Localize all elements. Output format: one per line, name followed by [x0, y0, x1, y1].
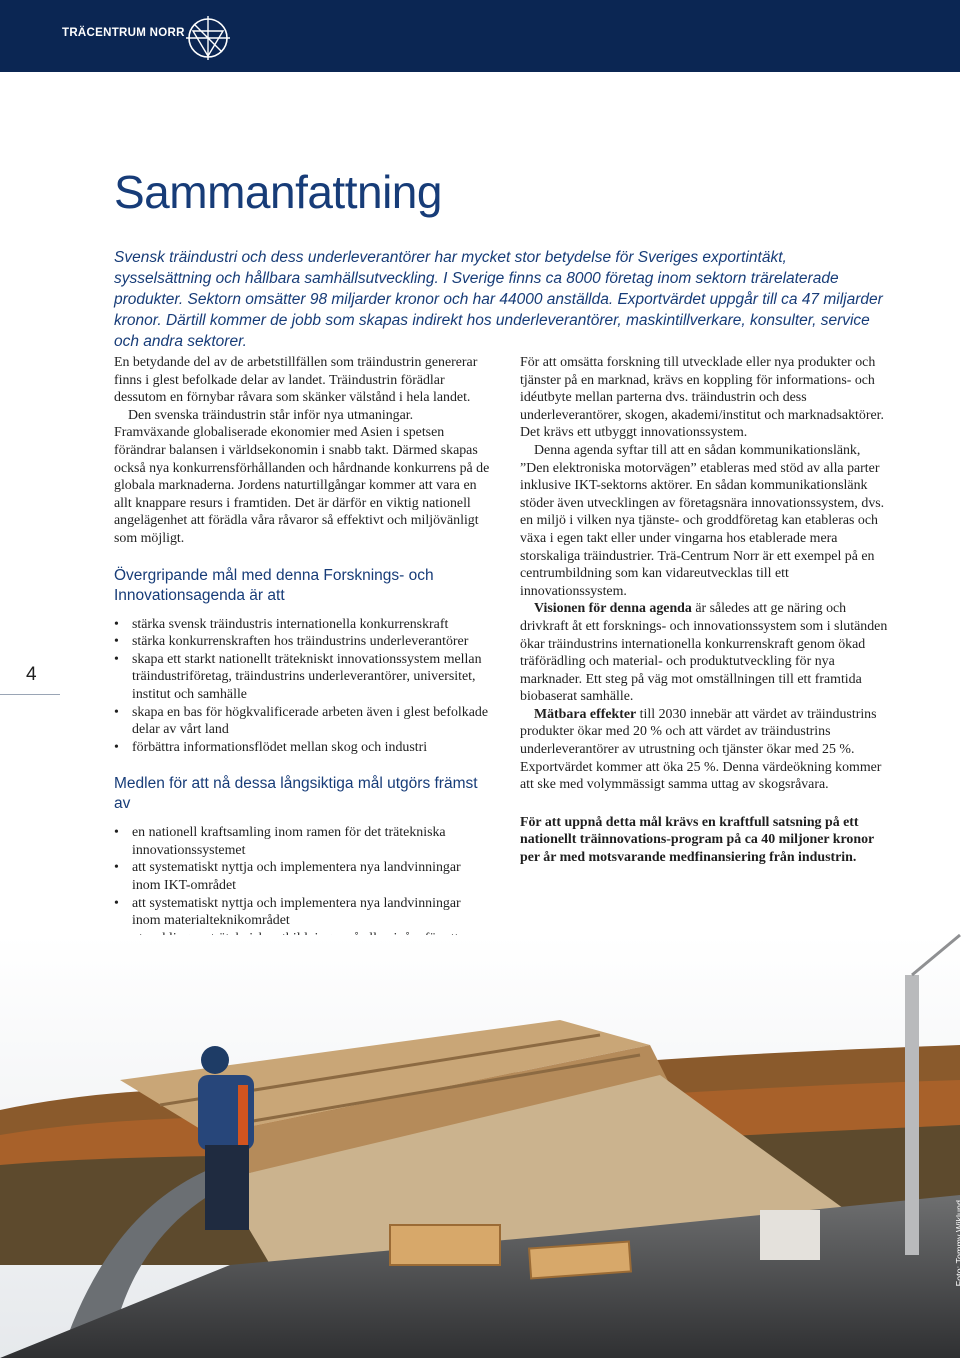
page-number: 4 [26, 664, 37, 685]
left-paragraph-1: En betydande del av de arbetstillfällen som träindustrin genererar finns i glest befolkade delar av landet. Träindustrin förädlar dessutom en förnybar råvara som skänker välstånd i hela landet. [114, 355, 478, 406]
construction-photo [0, 935, 960, 1358]
page-title: Sammanfattning [114, 166, 442, 218]
vision-text: är således att ge näring och drivkraft åt ett forsknings- och innovationssystem som i slutänden ökar träindustrins internationella konkurrenskraft genom ökad träförädling och material- och produktutveckling för nya marknader. Ett steg på väg mot omställningen till ett framtida biobaserat samhälle. [520, 601, 888, 705]
photo-credit: Foto: Tommy Wiklund [954, 1200, 964, 1287]
goals-heading: Övergripande mål med denna Forsknings- och Innovationsagenda är att [114, 566, 434, 604]
right-paragraph-2: Denna agenda syftar till att en sådan kommunikationslänk, ”Den elektroniska motorvägen” etableras med stöd av alla parter inklusive IKT-sektorns aktörer. En sådan kommunikationslänk stöder även utvecklingen av företagsnära innovationssystem, dvs. en miljö i vilken nya tjänste- och groddföretag kan etableras och växa i egen takt eller under vingarna hos etablerade mera storskaliga träindustrier. Trä-Centrum Norr är ett exempel på en centrumbildning som kan vidareutvecklas till ett innovationssystem. [520, 442, 885, 599]
effects-lead: Mätbara effekter [534, 706, 637, 722]
intro-paragraph: Svensk träindustri och dess underleverantörer har mycket stor betydelse för Sveriges exportintäkt, sysselsättning och hållbara samhällsutveckling. I Sverige finns ca 8000 företag inom sektorn trärelaterade produkter. Sektorn omsätter 98 miljarder kronor och har 44000 anställda. Exportvärdet uppgår till ca 47 miljarder kronor. Därtill kommer de jobb som skapas indirekt hos underleverantörer, maskintillverkare, konsulter, service och andra sektorer. [114, 249, 883, 350]
page-number-rule [0, 694, 60, 695]
conclusion-paragraph: För att uppnå detta mål krävs en kraftfull satsning på ett nationellt träinnovations-program på ca 40 miljoner kronor per år med motsvarande medfinansiering från industrin. [520, 814, 874, 866]
effects-paragraph [520, 706, 890, 794]
list-item: • skapa ett starkt nationellt trätekniskt innovationssystem mellan träindustriföretag, träindustrins underleverantörer, universitet, institut och samhälle [114, 651, 492, 704]
list-item: • förbättra informationsflödet mellan skog och industri [114, 739, 492, 757]
left-paragraph-2: Den svenska träindustrin står inför nya utmaningar. Framväxande globaliserade ekonomier med Asien i spetsen förändrar balansen i världsekonomin i snabb takt. Därmed skapas också nya konkurrensförhållanden och hårdnande konkurrens på de globala marknaderna. Jordens naturtillgångar kommer att vara en allt knappare resurs i framtiden. Det är därför en viktig nationell angelägenhet att förädla våra råvaror så effektivt och miljövänligt som möjligt. [114, 407, 490, 546]
list-item: • att systematiskt nyttja och implementera nya landvinningar inom materialteknikområdet [114, 895, 492, 930]
brand-name: TRÄCENTRUM NORR [62, 27, 185, 39]
vision-lead: Visionen för denna agenda [534, 601, 692, 617]
right-paragraph-1: För att omsätta forskning till utvecklade eller nya produkter och tjänster på en marknad, krävs en koppling för informations- och idéutbyte mellan parterna dvs. träindustrin och dess underleverantörer, skogen, akademi/institut och marknadsaktörer. Det krävs ett utbyggt innovationssystem. [520, 355, 884, 441]
goals-list [114, 616, 492, 757]
header-bar [0, 0, 960, 72]
list-item: • stärka konkurrenskraften hos träindustrins underleverantörer [114, 633, 492, 651]
effects-text: till 2030 innebär att värdet av träindustrins produkter ökar med 20 % och att värdet av träindustrins underleverantörer av utrustning och tjänster ökar med 25 %. Exportvärdet kommer att öka 25 %. Denna värdeökning kommer att ske med volymmässigt samma uttag av skogsråvara. [520, 706, 882, 793]
means-heading: Medlen för att nå dessa långsiktiga mål utgörs främst av [114, 775, 478, 813]
list-item: • att systematiskt nyttja och implementera nya landvinningar inom IKT-området [114, 859, 492, 894]
vision-paragraph [520, 600, 890, 706]
list-item: • en nationell kraftsamling inom ramen för det trätekniska innovationssystemet [114, 824, 492, 859]
list-item: • skapa en bas för högkvalificerade arbeten även i glest befolkade delar av vårt land [114, 704, 492, 739]
list-item: • stärka svensk träindustris internationella konkurrenskraft [114, 616, 492, 634]
right-column [520, 354, 890, 867]
logo-icon [184, 14, 232, 62]
